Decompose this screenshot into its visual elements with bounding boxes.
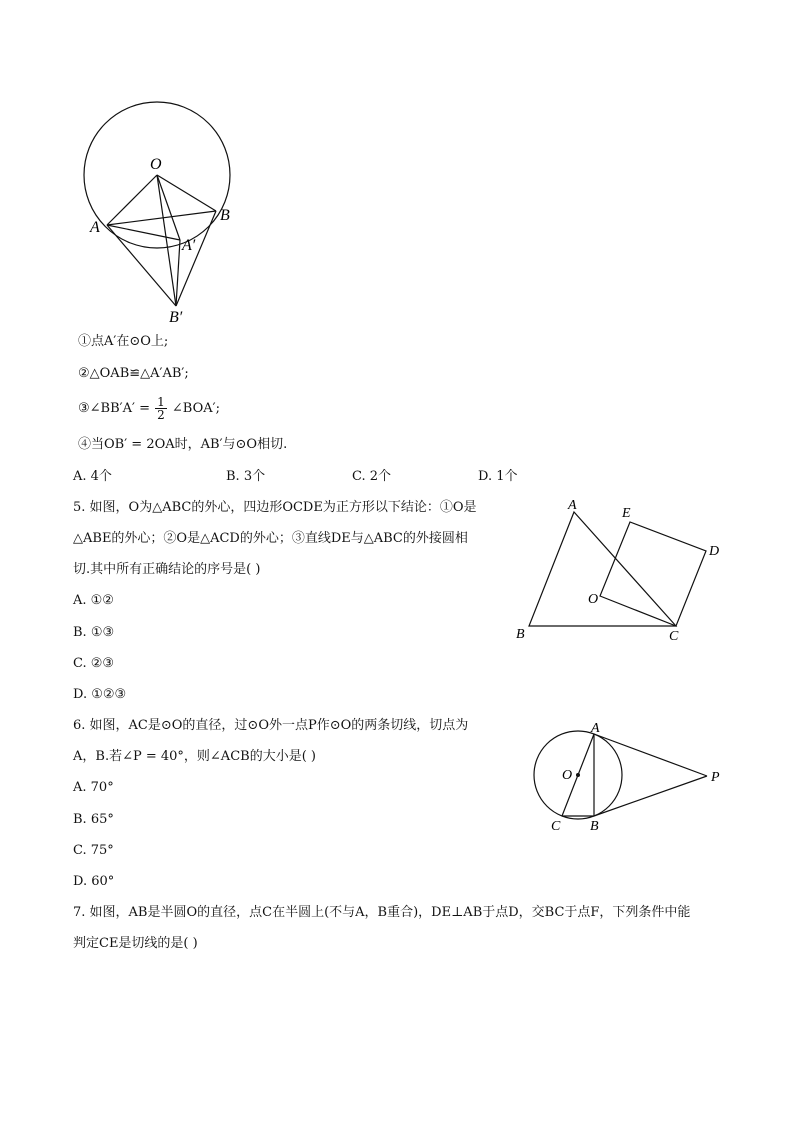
q6-stem-line-1: 6. 如图，AC是⊙O的直径，过⊙O外一点P作⊙O的两条切线，切点为 — [73, 718, 469, 733]
label-b-prime: B′ — [169, 309, 183, 326]
figure-triangle-square — [505, 495, 735, 650]
q6-option-d: D. 60° — [73, 874, 115, 889]
center-point-o — [576, 773, 580, 777]
label-a: A — [591, 721, 600, 736]
fraction-one-half — [155, 396, 167, 421]
q4-statement-4: ④当OB′ = 2OA时，AB′与⊙O相切. — [78, 437, 288, 452]
q6-stem-line-2: A，B.若∠P = 40°，则∠ACB的大小是( ) — [73, 749, 316, 764]
label-b: B — [590, 819, 599, 834]
q5-stem-line-3: 切.其中所有正确结论的序号是( ) — [73, 562, 261, 577]
q4-option-d: D. 1个 — [478, 469, 518, 484]
q4-option-c: C. 2个 — [352, 469, 392, 484]
q6-option-c: C. 75° — [73, 843, 114, 858]
label-o: O — [562, 768, 573, 783]
label-c: C — [551, 819, 561, 834]
segment-ab — [107, 211, 216, 225]
label-b: B — [220, 207, 230, 224]
segment-bb-prime — [176, 211, 216, 306]
tangent-pa — [594, 734, 707, 776]
segment-ob — [157, 175, 216, 211]
q4-option-b: B. 3个 — [226, 469, 266, 484]
label-b: B — [516, 627, 525, 642]
q5-stem-line-2: △ABE的外心；②O是△ACD的外心；③直线DE与△ABC的外接圆相 — [73, 531, 468, 546]
label-a: A — [90, 219, 100, 236]
q6-option-b: B. 65° — [73, 812, 114, 827]
q6-option-a: A. 70° — [73, 780, 114, 795]
label-d: D — [709, 544, 720, 559]
tangent-pb — [594, 776, 707, 816]
q4-statement-3-prefix: ③∠BB′A′ = — [78, 401, 150, 416]
label-a: A — [568, 498, 577, 513]
q4-statement-1: ①点A′在⊙O上; — [78, 334, 169, 349]
label-o: O — [150, 156, 162, 173]
figure-rotation-circle — [70, 92, 250, 327]
label-o: O — [588, 592, 599, 607]
q7-stem-line-2: 判定CE是切线的是( ) — [73, 936, 198, 951]
q5-stem-line-1: 5. 如图，O为△ABC的外心，四边形OCDE为正方形以下结论：①O是 — [73, 500, 477, 515]
square-ocde — [600, 522, 706, 626]
label-e: E — [622, 506, 631, 521]
fraction-denominator: 2 — [157, 408, 165, 422]
label-c: C — [669, 629, 679, 644]
q5-option-b: B. ①③ — [73, 625, 115, 640]
label-a-prime: A′ — [182, 237, 196, 254]
q5-option-c: C. ②③ — [73, 656, 115, 671]
q5-option-d: D. ①②③ — [73, 687, 127, 702]
q4-statement-3 — [78, 396, 220, 421]
triangle-abc — [529, 512, 676, 626]
figure-tangent-circle — [520, 718, 730, 838]
fraction-numerator: 1 — [157, 395, 165, 409]
q5-option-a: A. ①② — [73, 593, 114, 608]
segment-oa — [107, 175, 157, 225]
q4-statement-3-suffix: ∠BOA′; — [171, 401, 220, 416]
q7-stem-line-1: 7. 如图，AB是半圆O的直径，点C在半圆上(不与A，B重合)，DE⊥AB于点D，交BC于点F，下列条件中能 — [73, 905, 691, 920]
segment-a-prime-b-prime — [176, 240, 180, 306]
q4-option-a: A. 4个 — [73, 469, 112, 484]
q4-statement-2: ②△OAB≌△A′AB′; — [78, 366, 189, 381]
label-p: P — [711, 770, 720, 785]
segment-oa-prime — [157, 175, 180, 240]
